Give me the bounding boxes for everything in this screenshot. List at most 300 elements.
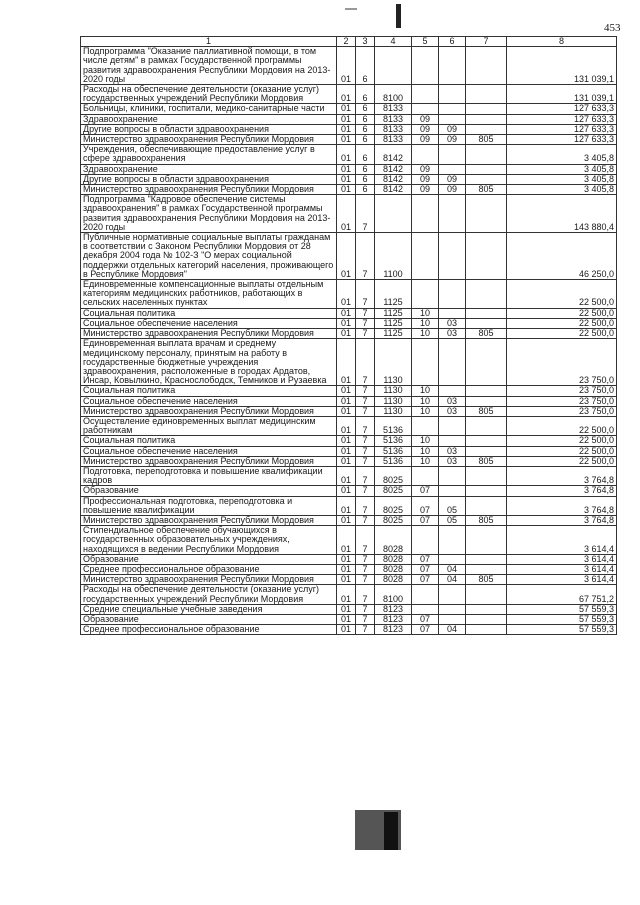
cell-col7 (466, 114, 507, 124)
budget-table (80, 36, 617, 635)
cell-amount: 23 750,0 (507, 339, 617, 386)
cell-col5: 09 (412, 135, 439, 145)
cell-col5 (412, 233, 439, 280)
cell-col5: 10 (412, 386, 439, 396)
cell-name: Министерство здравоохранения Республики Мордовия (81, 135, 337, 145)
cell-col6: 03 (439, 456, 466, 466)
cell-col2: 01 (337, 280, 356, 309)
cell-col4 (375, 195, 412, 233)
table-row (81, 436, 617, 446)
cell-col3: 7 (356, 406, 375, 416)
cell-col6 (439, 339, 466, 386)
table-row (81, 496, 617, 515)
cell-col5: 10 (412, 329, 439, 339)
cell-col4: 8025 (375, 515, 412, 525)
cell-col7 (466, 386, 507, 396)
cell-col2: 01 (337, 135, 356, 145)
cell-col4: 5136 (375, 436, 412, 446)
cell-col3: 7 (356, 515, 375, 525)
cell-name: Социальная политика (81, 308, 337, 318)
cell-name: Образование (81, 614, 337, 624)
cell-col5 (412, 526, 439, 555)
cell-name: Социальное обеспечение населения (81, 318, 337, 328)
cell-col5 (412, 85, 439, 104)
column-header-8: 8 (507, 37, 617, 47)
cell-col5: 07 (412, 564, 439, 574)
cell-col2: 01 (337, 195, 356, 233)
table-row (81, 625, 617, 635)
cell-name: Социальное обеспечение населения (81, 396, 337, 406)
table-row (81, 308, 617, 318)
cell-col7 (466, 308, 507, 318)
table-row (81, 85, 617, 104)
cell-amount: 22 500,0 (507, 446, 617, 456)
cell-name: Среднее профессиональное образование (81, 564, 337, 574)
cell-col2: 01 (337, 456, 356, 466)
cell-col4: 1125 (375, 308, 412, 318)
table-row (81, 195, 617, 233)
cell-col4: 8025 (375, 486, 412, 496)
cell-col2: 01 (337, 233, 356, 280)
cell-col6 (439, 233, 466, 280)
cell-col3: 6 (356, 104, 375, 114)
cell-col2: 01 (337, 625, 356, 635)
cell-col3: 7 (356, 308, 375, 318)
cell-col4: 5136 (375, 456, 412, 466)
cell-col5: 09 (412, 185, 439, 195)
column-header-1: 1 (81, 37, 337, 47)
table-row (81, 386, 617, 396)
table-row (81, 585, 617, 604)
cell-col3: 7 (356, 564, 375, 574)
cell-col6: 03 (439, 329, 466, 339)
cell-amount: 3 614,4 (507, 554, 617, 564)
cell-col2: 01 (337, 185, 356, 195)
cell-col3: 7 (356, 416, 375, 435)
table-body (81, 47, 617, 635)
cell-col7 (466, 625, 507, 635)
cell-col2: 01 (337, 604, 356, 614)
cell-col4: 8142 (375, 164, 412, 174)
cell-amount: 3 405,8 (507, 145, 617, 164)
cell-col7 (466, 145, 507, 164)
cell-col4: 5136 (375, 446, 412, 456)
cell-col3: 6 (356, 135, 375, 145)
cell-col5: 10 (412, 436, 439, 446)
cell-col5: 07 (412, 515, 439, 525)
cell-col2: 01 (337, 436, 356, 446)
cell-col3: 6 (356, 164, 375, 174)
cell-col2: 01 (337, 104, 356, 114)
cell-col4: 8028 (375, 554, 412, 564)
cell-col6: 04 (439, 575, 466, 585)
cell-col2: 01 (337, 145, 356, 164)
cell-col7 (466, 195, 507, 233)
cell-col7 (466, 416, 507, 435)
cell-col5: 07 (412, 625, 439, 635)
cell-col3: 7 (356, 318, 375, 328)
cell-col6 (439, 85, 466, 104)
cell-col6 (439, 386, 466, 396)
table-row (81, 339, 617, 386)
cell-col6 (439, 416, 466, 435)
cell-name: Подпрограмма "Кадровое обеспечение системы здравоохранения" в рамках Государственной программы развития здравоохранения Республики Мордовия на 2013-2020 годы (81, 195, 337, 233)
table-row (81, 185, 617, 195)
cell-col4: 8133 (375, 114, 412, 124)
cell-name: Образование (81, 486, 337, 496)
table-row (81, 564, 617, 574)
cell-col5: 10 (412, 446, 439, 456)
column-header-2: 2 (337, 37, 356, 47)
cell-col2: 01 (337, 416, 356, 435)
cell-name: Расходы на обеспечение деятельности (оказание услуг) государственных учреждений Республики Мордовия (81, 585, 337, 604)
cell-col3: 7 (356, 614, 375, 624)
cell-col7: 805 (466, 456, 507, 466)
cell-name: Здравоохранение (81, 114, 337, 124)
cell-col4: 8123 (375, 614, 412, 624)
table-row (81, 164, 617, 174)
cell-col7 (466, 318, 507, 328)
cell-col3: 7 (356, 436, 375, 446)
cell-amount: 22 500,0 (507, 308, 617, 318)
table-row (81, 406, 617, 416)
cell-col6: 03 (439, 406, 466, 416)
cell-col7 (466, 486, 507, 496)
cell-name: Осуществление единовременных выплат медицинским работникам (81, 416, 337, 435)
cell-name: Образование (81, 554, 337, 564)
cell-col6: 05 (439, 496, 466, 515)
cell-col4: 8133 (375, 124, 412, 134)
cell-col3: 7 (356, 526, 375, 555)
cell-col5: 09 (412, 124, 439, 134)
cell-col7 (466, 280, 507, 309)
cell-col2: 01 (337, 339, 356, 386)
cell-col3: 6 (356, 85, 375, 104)
cell-col3: 7 (356, 280, 375, 309)
cell-col6: 04 (439, 564, 466, 574)
cell-col5 (412, 416, 439, 435)
cell-col3: 7 (356, 446, 375, 456)
cell-col7 (466, 585, 507, 604)
cell-col5: 07 (412, 575, 439, 585)
cell-col3: 7 (356, 329, 375, 339)
cell-col6 (439, 526, 466, 555)
cell-name: Министерство здравоохранения Республики Мордовия (81, 406, 337, 416)
cell-amount: 3 405,8 (507, 185, 617, 195)
cell-col2: 01 (337, 329, 356, 339)
cell-col6 (439, 195, 466, 233)
cell-col2: 01 (337, 318, 356, 328)
page-number: 453 (604, 22, 621, 34)
cell-col2: 01 (337, 575, 356, 585)
cell-amount: 3 614,4 (507, 526, 617, 555)
cell-col4: 1125 (375, 318, 412, 328)
cell-col5 (412, 145, 439, 164)
cell-col3: 6 (356, 47, 375, 85)
cell-name: Среднее профессиональное образование (81, 625, 337, 635)
cell-col4: 8142 (375, 185, 412, 195)
cell-name: Расходы на обеспечение деятельности (оказание услуг) государственных учреждений Республики Мордовия (81, 85, 337, 104)
cell-col5 (412, 47, 439, 85)
cell-name: Социальное обеспечение населения (81, 446, 337, 456)
cell-amount: 127 633,3 (507, 104, 617, 114)
cell-col6 (439, 614, 466, 624)
cell-col5: 09 (412, 114, 439, 124)
table-row (81, 396, 617, 406)
cell-col5: 07 (412, 486, 439, 496)
cell-col2: 01 (337, 496, 356, 515)
cell-amount: 23 750,0 (507, 396, 617, 406)
cell-col3: 7 (356, 233, 375, 280)
cell-col5: 10 (412, 406, 439, 416)
cell-col2: 01 (337, 85, 356, 104)
cell-col4: 1130 (375, 386, 412, 396)
cell-col4: 8028 (375, 575, 412, 585)
cell-col2: 01 (337, 526, 356, 555)
cell-amount: 22 500,0 (507, 416, 617, 435)
cell-amount: 127 633,3 (507, 114, 617, 124)
cell-amount: 3 405,8 (507, 164, 617, 174)
cell-col2: 01 (337, 164, 356, 174)
cell-col7 (466, 174, 507, 184)
cell-col6: 09 (439, 174, 466, 184)
column-header-4: 4 (375, 37, 412, 47)
cell-name: Министерство здравоохранения Республики Мордовия (81, 329, 337, 339)
scan-artifact-bottom-dark (384, 812, 398, 850)
table-header-row (81, 37, 617, 47)
cell-name: Министерство здравоохранения Республики Мордовия (81, 456, 337, 466)
cell-col2: 01 (337, 466, 356, 485)
cell-col7 (466, 233, 507, 280)
cell-col6: 04 (439, 625, 466, 635)
table-row (81, 145, 617, 164)
cell-name: Другие вопросы в области здравоохранения (81, 124, 337, 134)
table-row (81, 416, 617, 435)
cell-col7 (466, 124, 507, 134)
table-row (81, 575, 617, 585)
cell-col4: 8028 (375, 564, 412, 574)
cell-amount: 3 405,8 (507, 174, 617, 184)
cell-col6: 03 (439, 318, 466, 328)
cell-col3: 6 (356, 174, 375, 184)
column-header-5: 5 (412, 37, 439, 47)
table-row (81, 604, 617, 614)
cell-name: Социальная политика (81, 436, 337, 446)
cell-col6: 03 (439, 396, 466, 406)
cell-col3: 7 (356, 466, 375, 485)
cell-col3: 7 (356, 625, 375, 635)
cell-col4: 8123 (375, 625, 412, 635)
cell-col7 (466, 614, 507, 624)
cell-col6: 03 (439, 446, 466, 456)
table-row (81, 174, 617, 184)
cell-col3: 6 (356, 145, 375, 164)
cell-col5: 10 (412, 396, 439, 406)
cell-col7 (466, 436, 507, 446)
cell-amount: 22 500,0 (507, 329, 617, 339)
cell-amount: 3 764,8 (507, 515, 617, 525)
cell-name: Профессиональная подготовка, переподготовка и повышение квалификации (81, 496, 337, 515)
cell-col5 (412, 280, 439, 309)
cell-col6 (439, 604, 466, 614)
cell-col7: 805 (466, 329, 507, 339)
cell-col2: 01 (337, 614, 356, 624)
cell-col2: 01 (337, 585, 356, 604)
cell-name: Единовременные компенсационные выплаты отдельным категориям медицинских работников, работающих в сельских населенных пунктах (81, 280, 337, 309)
cell-col4: 8133 (375, 135, 412, 145)
cell-col5: 07 (412, 496, 439, 515)
cell-col4 (375, 47, 412, 85)
cell-col6: 09 (439, 135, 466, 145)
cell-name: Министерство здравоохранения Республики Мордовия (81, 575, 337, 585)
cell-name: Здравоохранение (81, 164, 337, 174)
table-row (81, 318, 617, 328)
cell-col6 (439, 114, 466, 124)
cell-col4: 8025 (375, 496, 412, 515)
cell-col4: 8028 (375, 526, 412, 555)
cell-col2: 01 (337, 554, 356, 564)
cell-col4: 1130 (375, 406, 412, 416)
cell-col5 (412, 604, 439, 614)
column-header-3: 3 (356, 37, 375, 47)
cell-col3: 7 (356, 554, 375, 564)
cell-col2: 01 (337, 47, 356, 85)
cell-col5 (412, 585, 439, 604)
cell-col2: 01 (337, 396, 356, 406)
cell-name: Социальная политика (81, 386, 337, 396)
cell-amount: 3 764,8 (507, 486, 617, 496)
cell-amount: 23 750,0 (507, 406, 617, 416)
cell-col4: 1125 (375, 329, 412, 339)
table-row (81, 554, 617, 564)
cell-amount: 131 039,1 (507, 85, 617, 104)
cell-col3: 7 (356, 496, 375, 515)
scan-artifact-top-faint (345, 8, 357, 10)
cell-amount: 3 614,4 (507, 575, 617, 585)
table-row (81, 104, 617, 114)
cell-amount: 22 500,0 (507, 436, 617, 446)
cell-col6: 09 (439, 124, 466, 134)
cell-col2: 01 (337, 308, 356, 318)
cell-col3: 7 (356, 396, 375, 406)
cell-col6: 05 (439, 515, 466, 525)
cell-amount: 131 039,1 (507, 47, 617, 85)
cell-col4: 8133 (375, 104, 412, 114)
cell-col6 (439, 145, 466, 164)
cell-col3: 7 (356, 585, 375, 604)
cell-name: Другие вопросы в области здравоохранения (81, 174, 337, 184)
cell-col7 (466, 47, 507, 85)
cell-col7: 805 (466, 515, 507, 525)
cell-name: Стипендиальное обеспечение обучающихся в государственных образовательных учреждениях, находящихся в ведении Республики Мордовия (81, 526, 337, 555)
table-row (81, 614, 617, 624)
cell-col3: 7 (356, 386, 375, 396)
cell-col4: 8100 (375, 585, 412, 604)
cell-amount: 46 250,0 (507, 233, 617, 280)
cell-amount: 22 500,0 (507, 280, 617, 309)
cell-col2: 01 (337, 124, 356, 134)
cell-col2: 01 (337, 114, 356, 124)
cell-col7: 805 (466, 135, 507, 145)
cell-col2: 01 (337, 386, 356, 396)
cell-amount: 127 633,3 (507, 124, 617, 134)
table-row (81, 280, 617, 309)
cell-col3: 7 (356, 339, 375, 386)
cell-col3: 7 (356, 195, 375, 233)
cell-amount: 22 500,0 (507, 456, 617, 466)
cell-amount: 57 559,3 (507, 604, 617, 614)
cell-amount: 127 633,3 (507, 135, 617, 145)
cell-col3: 6 (356, 185, 375, 195)
column-header-7: 7 (466, 37, 507, 47)
table-row (81, 515, 617, 525)
cell-col3: 6 (356, 124, 375, 134)
cell-name: Министерство здравоохранения Республики Мордовия (81, 185, 337, 195)
cell-col5: 10 (412, 456, 439, 466)
cell-col3: 7 (356, 575, 375, 585)
cell-col7 (466, 446, 507, 456)
cell-amount: 3 764,8 (507, 496, 617, 515)
cell-col6 (439, 164, 466, 174)
cell-col7 (466, 164, 507, 174)
cell-col7 (466, 85, 507, 104)
cell-col6: 09 (439, 185, 466, 195)
cell-col2: 01 (337, 406, 356, 416)
cell-col3: 7 (356, 456, 375, 466)
cell-col3: 7 (356, 486, 375, 496)
cell-col5: 09 (412, 164, 439, 174)
cell-col6 (439, 436, 466, 446)
cell-col4: 1100 (375, 233, 412, 280)
cell-amount: 143 880,4 (507, 195, 617, 233)
cell-col5: 10 (412, 308, 439, 318)
cell-col2: 01 (337, 515, 356, 525)
cell-col5 (412, 466, 439, 485)
cell-col3: 6 (356, 114, 375, 124)
cell-col6 (439, 104, 466, 114)
cell-col4: 8142 (375, 145, 412, 164)
table-row (81, 446, 617, 456)
cell-name: Средние специальные учебные заведения (81, 604, 337, 614)
table-row (81, 47, 617, 85)
cell-col4: 8025 (375, 466, 412, 485)
cell-col6 (439, 554, 466, 564)
table-row (81, 486, 617, 496)
table-row (81, 135, 617, 145)
cell-name: Единовременная выплата врачам и среднему медицинскому персоналу, принятым на работу в государственные бюджетные учреждения здравоохранения, расположенные в городах Ардатов, Инсар, Ковылкино, Краснослободск, Темников и Рузаевка (81, 339, 337, 386)
cell-col2: 01 (337, 446, 356, 456)
cell-col4: 5136 (375, 416, 412, 435)
cell-name: Министерство здравоохранения Республики Мордовия (81, 515, 337, 525)
scan-artifact-top (396, 4, 401, 28)
cell-col6 (439, 466, 466, 485)
cell-col6 (439, 486, 466, 496)
table-row (81, 114, 617, 124)
cell-col7 (466, 466, 507, 485)
cell-amount: 57 559,3 (507, 614, 617, 624)
table-row (81, 233, 617, 280)
table-row (81, 456, 617, 466)
table-row (81, 124, 617, 134)
cell-col6 (439, 308, 466, 318)
cell-col4: 1130 (375, 339, 412, 386)
cell-name: Учреждения, обеспечивающие предоставление услуг в сфере здравоохранения (81, 145, 337, 164)
cell-name: Подпрограмма "Оказание паллиативной помощи, в том числе детям" в рамках Государственной программы развития здравоохранения Республики Мордовия на 2013-2020 годы (81, 47, 337, 85)
cell-amount: 23 750,0 (507, 386, 617, 396)
cell-col7 (466, 554, 507, 564)
cell-col2: 01 (337, 564, 356, 574)
cell-col5: 07 (412, 614, 439, 624)
